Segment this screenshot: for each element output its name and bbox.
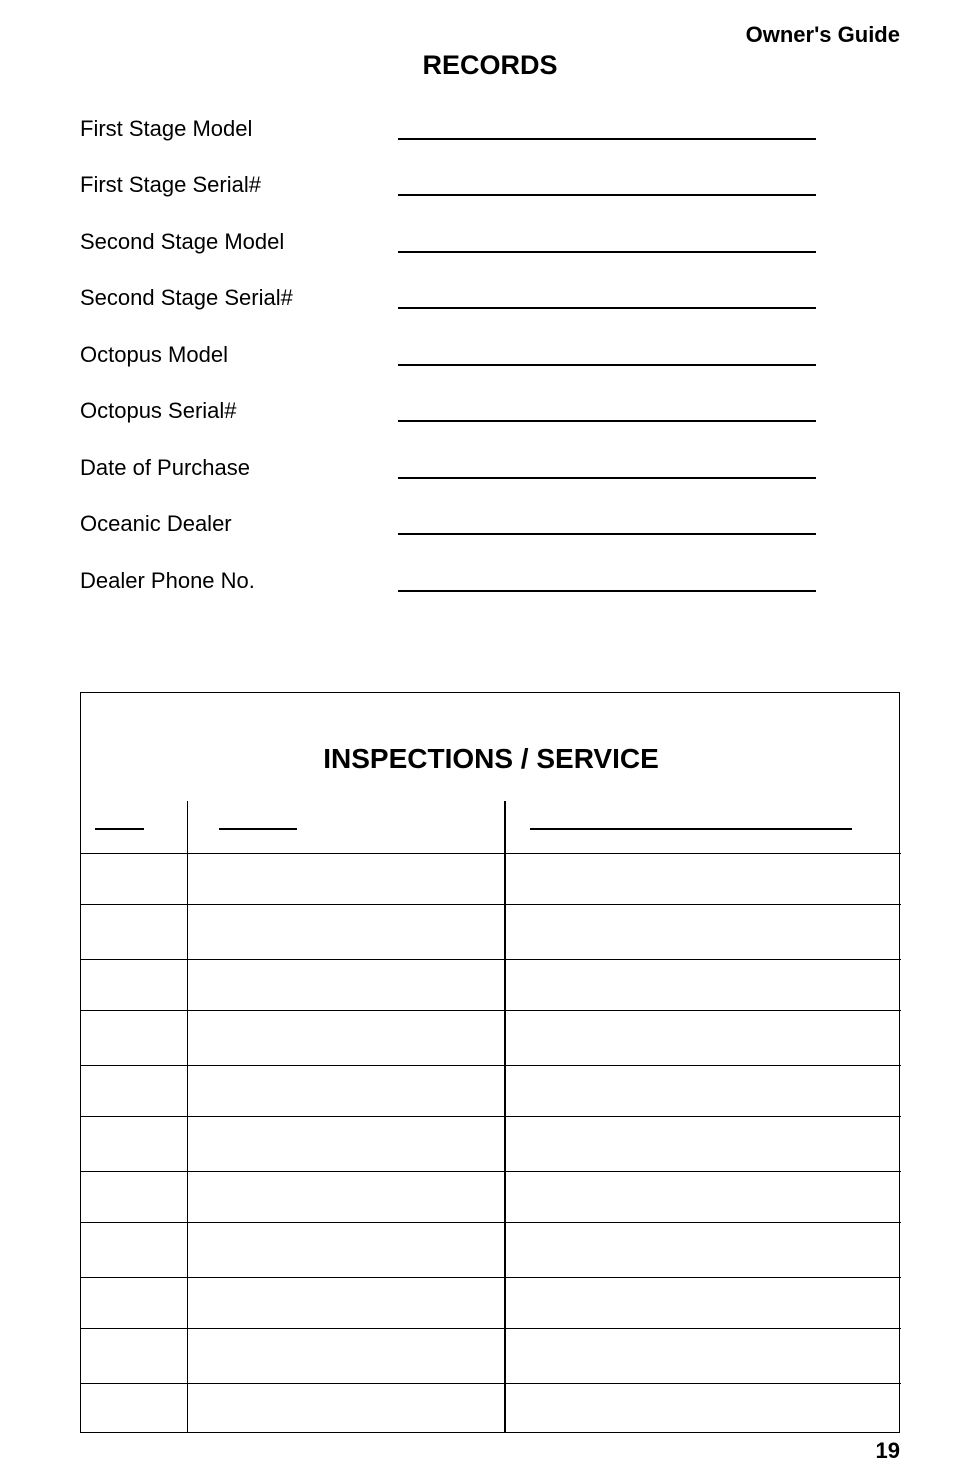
table-cell[interactable] <box>83 1117 185 1170</box>
field-row-second-stage-model <box>80 229 820 259</box>
field-label: Date of Purchase <box>80 455 250 480</box>
fill-in-line[interactable] <box>398 533 816 535</box>
table-cell[interactable] <box>189 1117 502 1170</box>
fill-in-line[interactable] <box>398 477 816 479</box>
table-cell[interactable] <box>506 854 899 903</box>
table-cell[interactable] <box>83 1066 185 1115</box>
table-cell[interactable] <box>83 1223 185 1276</box>
table-cell[interactable] <box>506 960 899 1009</box>
table-cell[interactable] <box>189 854 502 903</box>
table-cell[interactable] <box>506 905 899 958</box>
field-label: Octopus Serial# <box>80 398 237 423</box>
table-cell[interactable] <box>506 1011 899 1064</box>
field-label: Second Stage Serial# <box>80 285 293 310</box>
table-cell[interactable] <box>83 1172 185 1221</box>
inspections-table <box>80 692 900 1433</box>
field-row-second-stage-serial <box>80 285 820 315</box>
fill-in-line[interactable] <box>398 364 816 366</box>
fill-in-line[interactable] <box>398 138 816 140</box>
table-cell[interactable] <box>506 1117 899 1170</box>
table-cell[interactable] <box>83 905 185 958</box>
table-cell[interactable] <box>83 1329 185 1382</box>
field-label: Second Stage Model <box>80 229 285 254</box>
table-cell[interactable] <box>189 1011 502 1064</box>
inspections-title: INSPECTIONS / SERVICE <box>323 743 659 774</box>
table-cell[interactable] <box>189 1172 502 1221</box>
records-title: RECORDS <box>422 50 558 80</box>
owners-guide-header: Owner's Guide <box>745 22 900 47</box>
table-cell[interactable] <box>189 960 502 1009</box>
field-row-dealer-phone <box>80 568 820 598</box>
table-cell[interactable] <box>83 854 185 903</box>
fill-in-line[interactable] <box>398 194 816 196</box>
field-row-octopus-serial <box>80 398 820 428</box>
field-label: First Stage Serial# <box>80 172 261 197</box>
field-row-first-stage-serial <box>80 172 820 202</box>
table-cell[interactable] <box>506 1172 899 1221</box>
field-row-first-stage-model <box>80 116 820 146</box>
field-row-oceanic-dealer <box>80 511 820 541</box>
table-cell[interactable] <box>189 1278 502 1327</box>
page-number: 19 <box>875 1438 900 1463</box>
column-header-blank-1[interactable] <box>95 828 144 830</box>
field-label: Octopus Model <box>80 342 228 367</box>
field-row-octopus-model <box>80 342 820 372</box>
column-header-blank-2[interactable] <box>219 828 297 830</box>
table-cell[interactable] <box>506 1384 899 1433</box>
table-cell[interactable] <box>83 960 185 1009</box>
table-cell[interactable] <box>83 1011 185 1064</box>
table-cell[interactable] <box>83 1384 185 1433</box>
table-cell[interactable] <box>506 1278 899 1327</box>
fill-in-line[interactable] <box>398 420 816 422</box>
table-cell[interactable] <box>189 1223 502 1276</box>
field-row-date-of-purchase <box>80 455 820 485</box>
field-label: Oceanic Dealer <box>80 511 232 536</box>
table-cell[interactable] <box>506 1223 899 1276</box>
fill-in-line[interactable] <box>398 251 816 253</box>
table-cell[interactable] <box>189 1329 502 1382</box>
table-cell[interactable] <box>189 905 502 958</box>
field-label: First Stage Model <box>80 116 253 141</box>
table-cell[interactable] <box>83 1278 185 1327</box>
table-cell[interactable] <box>189 1066 502 1115</box>
table-cell[interactable] <box>506 1329 899 1382</box>
field-label: Dealer Phone No. <box>80 568 255 593</box>
column-header-blank-3[interactable] <box>530 828 852 830</box>
table-cell[interactable] <box>189 1384 502 1433</box>
table-cell[interactable] <box>506 1066 899 1115</box>
fill-in-line[interactable] <box>398 307 816 309</box>
fill-in-line[interactable] <box>398 590 816 592</box>
